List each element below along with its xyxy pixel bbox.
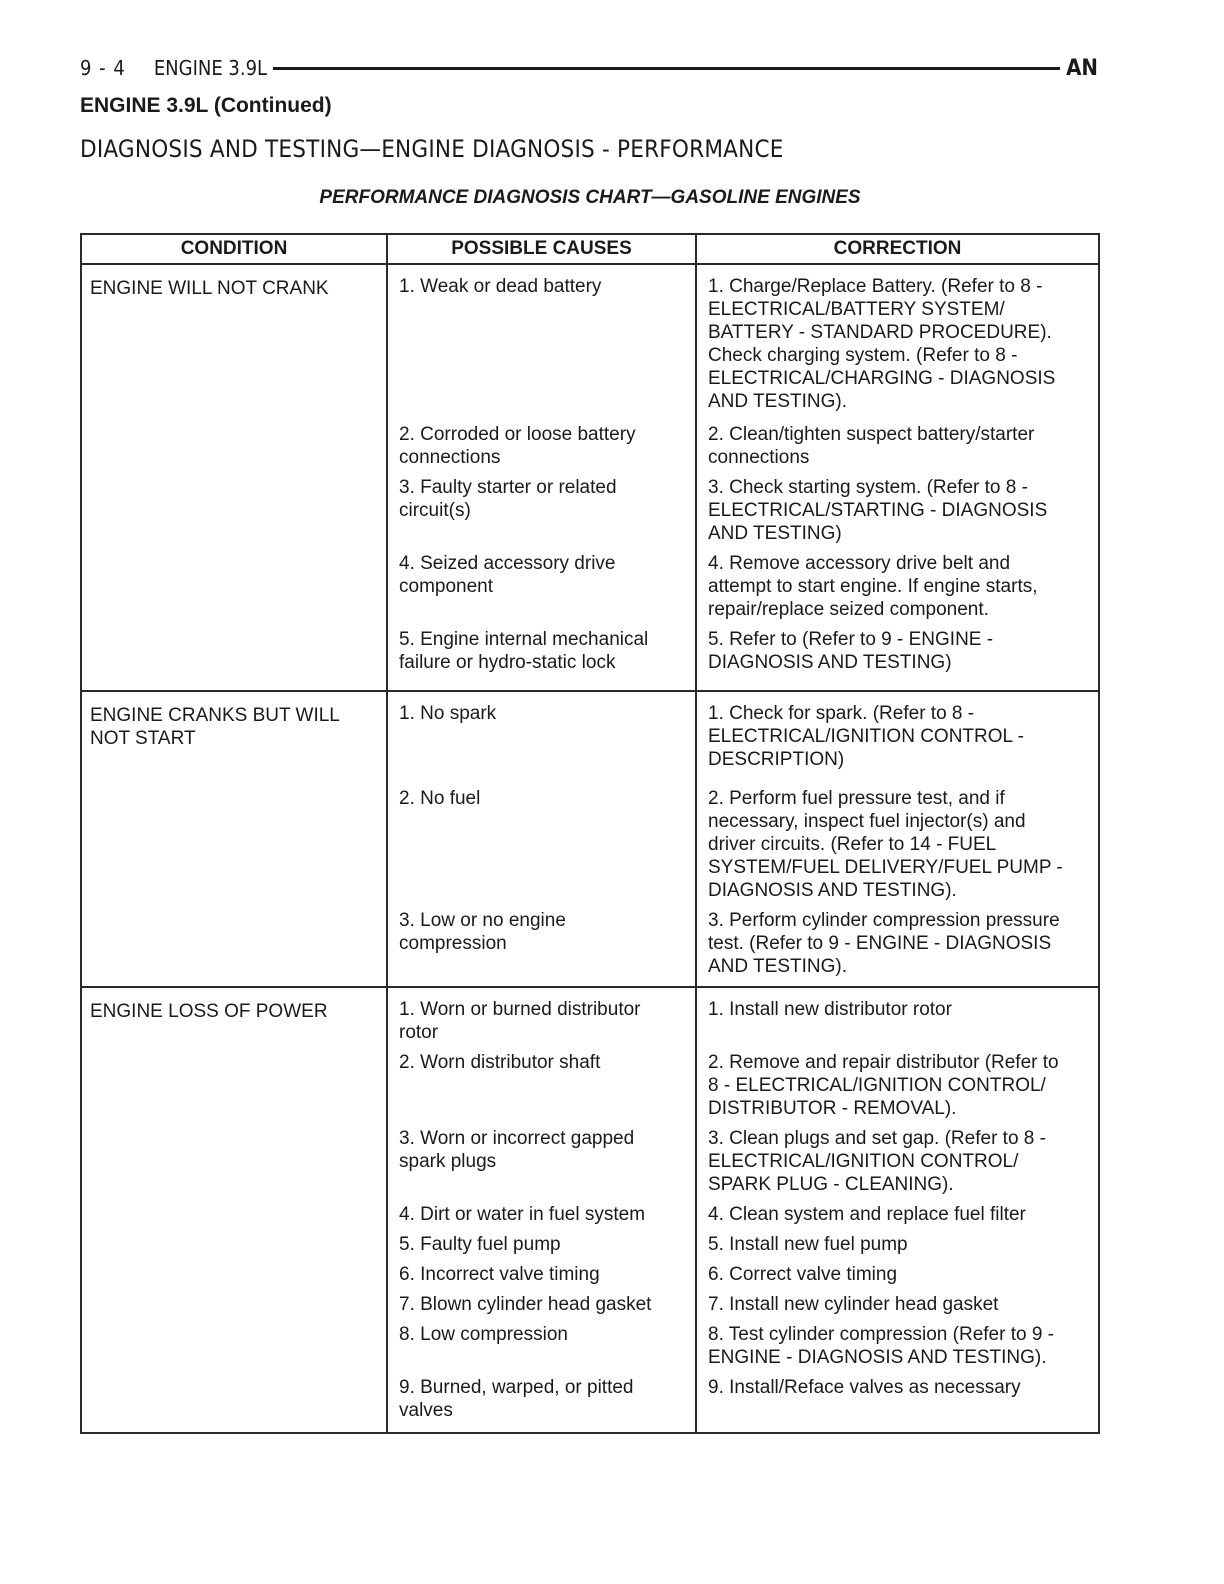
correction-item: 1. Check for spark. (Refer to 8 - ELECTRICAL/IGNITION CONTROL - DESCRIPTION) — [708, 703, 1024, 770]
causes-cell — [387, 987, 696, 1433]
condition-text: ENGINE LOSS OF POWER — [90, 1001, 328, 1022]
correction-item: 1. Charge/Replace Battery. (Refer to 8 - ELECTRICAL/BATTERY SYSTEM/ BATTERY - STANDARD PROCEDURE). Check charging system. (Refer to 8 - ELECTRICAL/CHARGING - DIAGNOSIS AND TESTING). — [708, 276, 1056, 412]
cause-item: 2. No fuel — [399, 788, 481, 809]
page-code: AN — [1066, 55, 1098, 81]
correction-item: 5. Install new fuel pump — [708, 1234, 908, 1255]
cause-item: 6. Incorrect valve timing — [399, 1264, 600, 1285]
correction-item: 9. Install/Reface valves as necessary — [708, 1377, 1021, 1398]
correction-item: 3. Perform cylinder compression pressure test. (Refer to 9 - ENGINE - DIAGNOSIS AND TESTING). — [708, 910, 1060, 977]
correction-item: 8. Test cylinder compression (Refer to 9 - ENGINE - DIAGNOSIS AND TESTING). — [708, 1324, 1055, 1368]
chart-title: PERFORMANCE DIAGNOSIS CHART—GASOLINE ENGINES — [319, 187, 861, 208]
cause-item: 9. Burned, warped, or pitted valves — [399, 1377, 634, 1421]
condition-cell — [81, 264, 387, 691]
section-heading: DIAGNOSIS AND TESTING—ENGINE DIAGNOSIS - PERFORMANCE — [80, 135, 784, 163]
correction-item: 3. Clean plugs and set gap. (Refer to 8 - ELECTRICAL/IGNITION CONTROL/ SPARK PLUG - CLEANING). — [708, 1128, 1046, 1195]
correction-item: 1. Install new distributor rotor — [708, 999, 952, 1020]
correction-item: 2. Remove and repair distributor (Refer to 8 - ELECTRICAL/IGNITION CONTROL/ DISTRIBUTOR - REMOVAL). — [708, 1052, 1059, 1119]
diagnosis-table — [80, 233, 1100, 1434]
correction-item: 4. Remove accessory drive belt and attempt to start engine. If engine starts, repair/replace seized component. — [708, 553, 1038, 620]
correction-cell — [696, 691, 1099, 987]
cause-item: 4. Seized accessory drive component — [399, 553, 616, 597]
correction-cell — [696, 987, 1099, 1433]
table-row — [81, 987, 1099, 1433]
condition-text: ENGINE WILL NOT CRANK — [90, 278, 329, 299]
cause-item: 1. No spark — [399, 703, 497, 724]
cause-item: 2. Corroded or loose battery connections — [399, 424, 636, 468]
condition-cell — [81, 987, 387, 1433]
cause-item: 7. Blown cylinder head gasket — [399, 1294, 652, 1315]
cause-item: 2. Worn distributor shaft — [399, 1052, 601, 1073]
cause-item: 5. Engine internal mechanical failure or hydro-static lock — [399, 629, 649, 673]
cause-item: 3. Worn or incorrect gapped spark plugs — [399, 1128, 635, 1172]
correction-cell — [696, 264, 1099, 691]
cause-item: 5. Faulty fuel pump — [399, 1234, 561, 1255]
cause-item: 3. Low or no engine compression — [399, 910, 566, 954]
correction-item: 4. Clean system and replace fuel filter — [708, 1204, 1026, 1225]
page-header — [80, 54, 1098, 82]
column-header-causes: POSSIBLE CAUSES — [387, 234, 696, 264]
cause-item: 3. Faulty starter or related circuit(s) — [399, 477, 617, 521]
correction-item: 2. Perform fuel pressure test, and if necessary, inspect fuel injector(s) and driver circuits. (Refer to 14 - FUEL SYSTEM/FUEL DELIVERY/FUEL PUMP - DIAGNOSIS AND TESTING). — [708, 788, 1063, 901]
table-header-row — [81, 234, 1099, 264]
continued-title: ENGINE 3.9L (Continued) — [80, 94, 332, 117]
cause-item: 8. Low compression — [399, 1324, 568, 1345]
correction-item: 7. Install new cylinder head gasket — [708, 1294, 999, 1315]
cause-item: 1. Worn or burned distributor rotor — [399, 999, 641, 1043]
correction-item: 2. Clean/tighten suspect battery/starter connections — [708, 424, 1035, 468]
column-header-condition: CONDITION — [81, 234, 387, 264]
table-row — [81, 264, 1099, 691]
page-number: 9 - 4 — [80, 56, 126, 80]
causes-cell — [387, 691, 696, 987]
cause-item: 1. Weak or dead battery — [399, 276, 602, 297]
header-rule — [273, 67, 1060, 70]
condition-cell — [81, 691, 387, 987]
cause-item: 4. Dirt or water in fuel system — [399, 1204, 646, 1225]
condition-text: ENGINE CRANKS BUT WILL NOT START — [90, 705, 340, 749]
causes-cell — [387, 264, 696, 691]
table-row — [81, 691, 1099, 987]
correction-item: 6. Correct valve timing — [708, 1264, 898, 1285]
column-header-correction: CORRECTION — [696, 234, 1099, 264]
correction-item: 3. Check starting system. (Refer to 8 - ELECTRICAL/STARTING - DIAGNOSIS AND TESTING) — [708, 477, 1048, 544]
page-section-title: ENGINE 3.9L — [153, 56, 268, 80]
correction-item: 5. Refer to (Refer to 9 - ENGINE - DIAGNOSIS AND TESTING) — [708, 629, 994, 673]
